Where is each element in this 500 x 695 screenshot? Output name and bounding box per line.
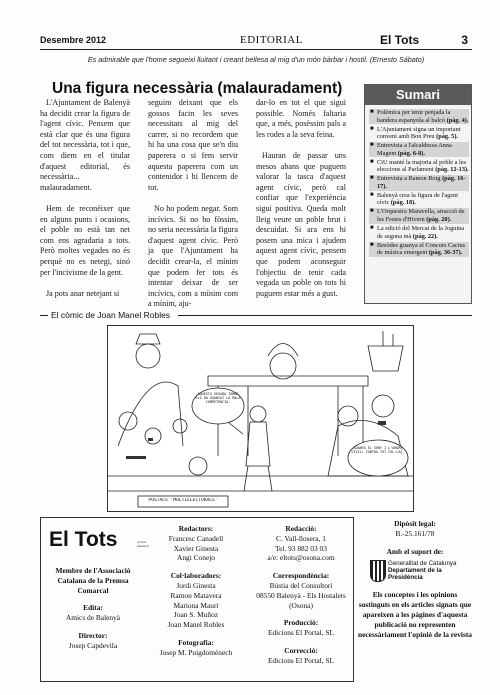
masthead-title: El Tots <box>49 528 118 551</box>
sketch-line <box>246 422 270 466</box>
sketch-line <box>145 428 161 444</box>
page-number: 3 <box>461 33 468 47</box>
sumari-title: Sumari <box>365 85 471 105</box>
sumari-item-text: Balenyà crea la figura de l'agent cívic <box>377 191 459 207</box>
sketch-line <box>338 406 358 426</box>
sumari-item-text: Entrevista a l'alcaldessa Anna Magem <box>377 142 452 157</box>
issue-date: Desembre 2012 <box>40 35 107 45</box>
redaccio-line: C. Vall-llosera, 1 <box>276 533 326 543</box>
masthead-col-edita <box>45 566 141 651</box>
paragraph: dar-lo en tot el que sigui possible. Només faltaria que, a més, posèssim pals a les rodes a la seva feina. <box>256 98 346 139</box>
redaccio-label: Redacció: <box>285 524 317 533</box>
sketch-mark <box>148 438 153 441</box>
sumari-item-text: Entrevista a Ramon Roig <box>377 175 441 183</box>
redactor-name: Angi Conejo <box>177 553 215 563</box>
bullet-icon: ■ <box>370 125 374 132</box>
epigraph-quote: Es admirable que l'home segueixi lluitant i creant bellesa al mig d'un món bàrbar i hostil. (Ernesto Sábato) <box>87 55 425 64</box>
divider <box>178 315 472 316</box>
article-column-2 <box>148 98 238 320</box>
sumari-item-ref: (pàg. 36-37). <box>428 249 463 257</box>
sumari-item-text: La edició del Mercat de la Joguina de segona mà <box>377 225 465 240</box>
sumari-item-ref: (pàg. 22). <box>412 232 438 240</box>
edita-label: Edita: <box>83 603 103 613</box>
bullet-icon: ■ <box>370 158 374 165</box>
sumari-item-ref: (pàg. 12-13). <box>435 166 469 174</box>
masthead-col-contact <box>251 524 351 666</box>
bullet-icon: ■ <box>370 208 374 215</box>
sumari-item-ref: (pàg. 6-8). <box>397 149 425 157</box>
sketch-line <box>118 382 183 446</box>
gencat-logo <box>358 560 472 584</box>
catalan-flag-icon <box>370 560 386 582</box>
paragraph: Ja pots anar netejant si <box>46 288 120 298</box>
collaborator-name: Mariona Mauri <box>173 600 219 610</box>
sketch-line <box>228 422 243 434</box>
masthead-tagline: revista mensual <box>137 540 149 548</box>
correspondence-line: (Osona) <box>289 600 313 610</box>
sumari-item <box>369 109 469 124</box>
sumari-item-ref: (pàg. 16-17). <box>377 175 466 190</box>
bullet-icon: ■ <box>370 142 374 149</box>
comic-illustration <box>108 326 413 511</box>
collaborators-label: Col·laboradors: <box>170 571 222 581</box>
sumari-item-ref: (pàg. 20). <box>426 216 452 224</box>
sketch-line <box>268 344 298 357</box>
photo-label: Fotografia: <box>178 637 214 647</box>
support-label: Amb el suport de: <box>386 546 444 556</box>
sumari-item <box>369 242 469 257</box>
bubble2-text: GUANYA EL SENY I L'ORDRE CIVIL! CONTRA TOT FAL·LAÇ. <box>351 446 405 454</box>
bubble2-text-wrap <box>351 446 405 472</box>
sumari-item <box>369 175 469 190</box>
divider <box>40 315 48 316</box>
sumari-item-ref: (pàg. 5). <box>436 133 458 141</box>
correction-label: Correcció: <box>284 645 318 655</box>
sketch-mark <box>378 421 386 425</box>
masthead-box <box>40 517 354 682</box>
member-text: Membre de l'Associació Catalana de la Premsa Comarcal <box>55 566 131 595</box>
gencat-logo-text <box>388 560 470 581</box>
production-label: Producció: <box>283 618 319 628</box>
sumari-item <box>369 159 469 174</box>
sumari-item <box>369 208 469 223</box>
legal-deposit-value: B.-25.161/78 <box>395 528 435 538</box>
edita-value: Amics de Balenyà <box>65 613 121 623</box>
sumari-item <box>369 192 469 207</box>
bullet-icon: ■ <box>370 225 374 232</box>
photo-value: Josep M. Puigdomènech <box>159 647 233 657</box>
bullet-icon: ■ <box>370 109 374 115</box>
masthead <box>40 517 472 682</box>
bubble1-text-wrap <box>194 392 242 422</box>
paragraph: Hem de reconèixer que en alguns punts i ocasions, el poble no està tan net com ens agradaria a tots. Però moltes vegades no és perquè no es netegi, sinó per l'incivisme de la gent. <box>40 203 130 277</box>
paragraph: No ho podem negar. Som incívics. Si no ho fòssim, no seria necessària la figura d'aquest agent cívic. Però ja que l'Ajuntament ha decidit crear-la, el mínim que podem fer tots és intentar deixar de ser incívics, com a mínim com a mínim, aju- <box>148 203 238 309</box>
sketch-line <box>270 353 296 379</box>
bullet-icon: ■ <box>370 175 374 182</box>
comic-strip <box>107 325 414 512</box>
sumari-box <box>364 84 472 304</box>
collaborator-name: Ramon Matavera <box>170 590 222 600</box>
masthead-col-staff <box>145 524 247 658</box>
article-column-3 <box>256 98 346 310</box>
correction-value: Edicions El Portal, SL <box>267 655 335 665</box>
paragraph: seguim deixant que els gossos facin les seves necessitats al mig del carrer, si no recordem que hi ha una cosa que se'n diu paperera o si fem servir aquesta paperera com un contenidor i hi llencem de tot. <box>148 98 238 192</box>
masthead-col-legal <box>358 519 472 639</box>
department-name: Departament de la Presidència <box>388 567 442 582</box>
comic-title: El còmic de Joan Manel Robles <box>51 310 171 320</box>
sketch-line <box>136 334 160 344</box>
sumari-item-ref: (pàg. 18). <box>390 199 416 207</box>
article-headline: Una figura necessària (malauradament) <box>52 80 343 97</box>
redactors-label: Redactors: <box>178 524 214 533</box>
sketch-line <box>368 346 403 371</box>
sign-text: POSTALS 'MULTIELECTORALS' <box>148 498 218 503</box>
paragraph: L'Ajuntament de Balenyà ha decidit crear la figura de l'agent cívic. Pensem que està clar que és una figura del tot necessària, tot i que, com diem en el titular d'aquest editorial, és necessària... malauradament. <box>40 98 130 192</box>
redactor-name: Xavier Ginesta <box>173 543 219 553</box>
redaccio-line: Tel. 93 882 03 03 <box>275 543 327 553</box>
sketch-line <box>383 331 393 346</box>
correspondence-line: 08550 Balenyà - Els Hostalets <box>256 590 346 600</box>
sumari-item-text: Polèmica per tenir penjada la bandera espanyola al balcó <box>377 109 451 124</box>
sketch-line <box>244 466 272 491</box>
collaborator-name: Joan S. Muñoz <box>173 610 219 620</box>
bullet-icon: ■ <box>370 191 374 198</box>
sumari-item <box>369 126 469 141</box>
sumari-item-text: L'Ajuntament signa un important conveni amb Bon Preu <box>377 125 461 141</box>
sumari-item-text: L'Orquestra Maravella, atracció de les Festes d'Hivern <box>377 208 465 224</box>
sketch-line <box>250 406 266 422</box>
correspondence-label: Correspondència: <box>272 571 330 581</box>
disclaimer-text: Els conceptes i les opinions sostinguts en els articles signats que apareixen a les pàgines d'aquesta publicació no representen necessàriament l'opinió de la revista <box>358 590 472 639</box>
sumari-item <box>369 225 469 240</box>
sketch-line <box>372 395 394 417</box>
legal-deposit-label: Dipòsit legal: <box>394 519 436 528</box>
sumari-item-text: Besòdes guanya el Concurs Cactus de música emergent <box>377 241 466 257</box>
director-label: Director: <box>78 630 108 640</box>
collaborator-name: Jordi Ginesta <box>176 580 216 590</box>
director-value: Josep Capdevila <box>68 640 118 650</box>
production-value: Edicions El Portal, SL <box>267 628 335 638</box>
sumari-item-text: CiU manté la majoria al poble a les eleccions al Parlament <box>377 158 467 174</box>
redactor-name: Francesc Canadell <box>168 533 224 543</box>
sketch-line <box>173 419 187 433</box>
correspondence-line: Bústia del Consultori <box>269 580 333 590</box>
sumari-list <box>369 109 469 258</box>
comic-section-label <box>40 310 472 322</box>
sketch-line <box>208 376 368 386</box>
sign-text-wrap <box>139 498 227 507</box>
sketch-line <box>119 412 137 430</box>
sketch-line <box>189 457 207 475</box>
gencat-name: Generalitat de Catalunya <box>388 560 457 568</box>
section-name: EDITORIAL <box>240 34 303 46</box>
page-header <box>40 33 472 50</box>
paragraph: Hauran de passar uns mesos abans que puguem valorar la tasca d'aquest agent cívic, però cal confiar que l'experiència sigui positiva. Queda molt lleig veure un poble brut i descuidat. Si ara ens hi posem una mica i ajudem aquest agent cívic, pensem que podem aconseguir l'objectiu de tenir cada vegada un poble on tots hi puguem estar més a gust. <box>256 150 346 298</box>
redaccio-line: a/e: eltots@osona.com <box>267 553 335 563</box>
sketch-mark <box>126 456 146 459</box>
article-column-1 <box>40 98 130 310</box>
sumari-item <box>369 142 469 157</box>
bubble1-text: AQUESTA VEGADA TAMBÉ ELS HA GUANYAT LA MALA COMPETÈNCIA. <box>195 392 241 404</box>
sumari-item-ref: (pàg. 4). <box>446 116 469 124</box>
collaborator-name: Joan Manel Robles <box>167 620 225 630</box>
publication-name: El Tots <box>380 33 420 47</box>
sketch-line <box>136 344 160 368</box>
bullet-icon: ■ <box>370 241 374 248</box>
